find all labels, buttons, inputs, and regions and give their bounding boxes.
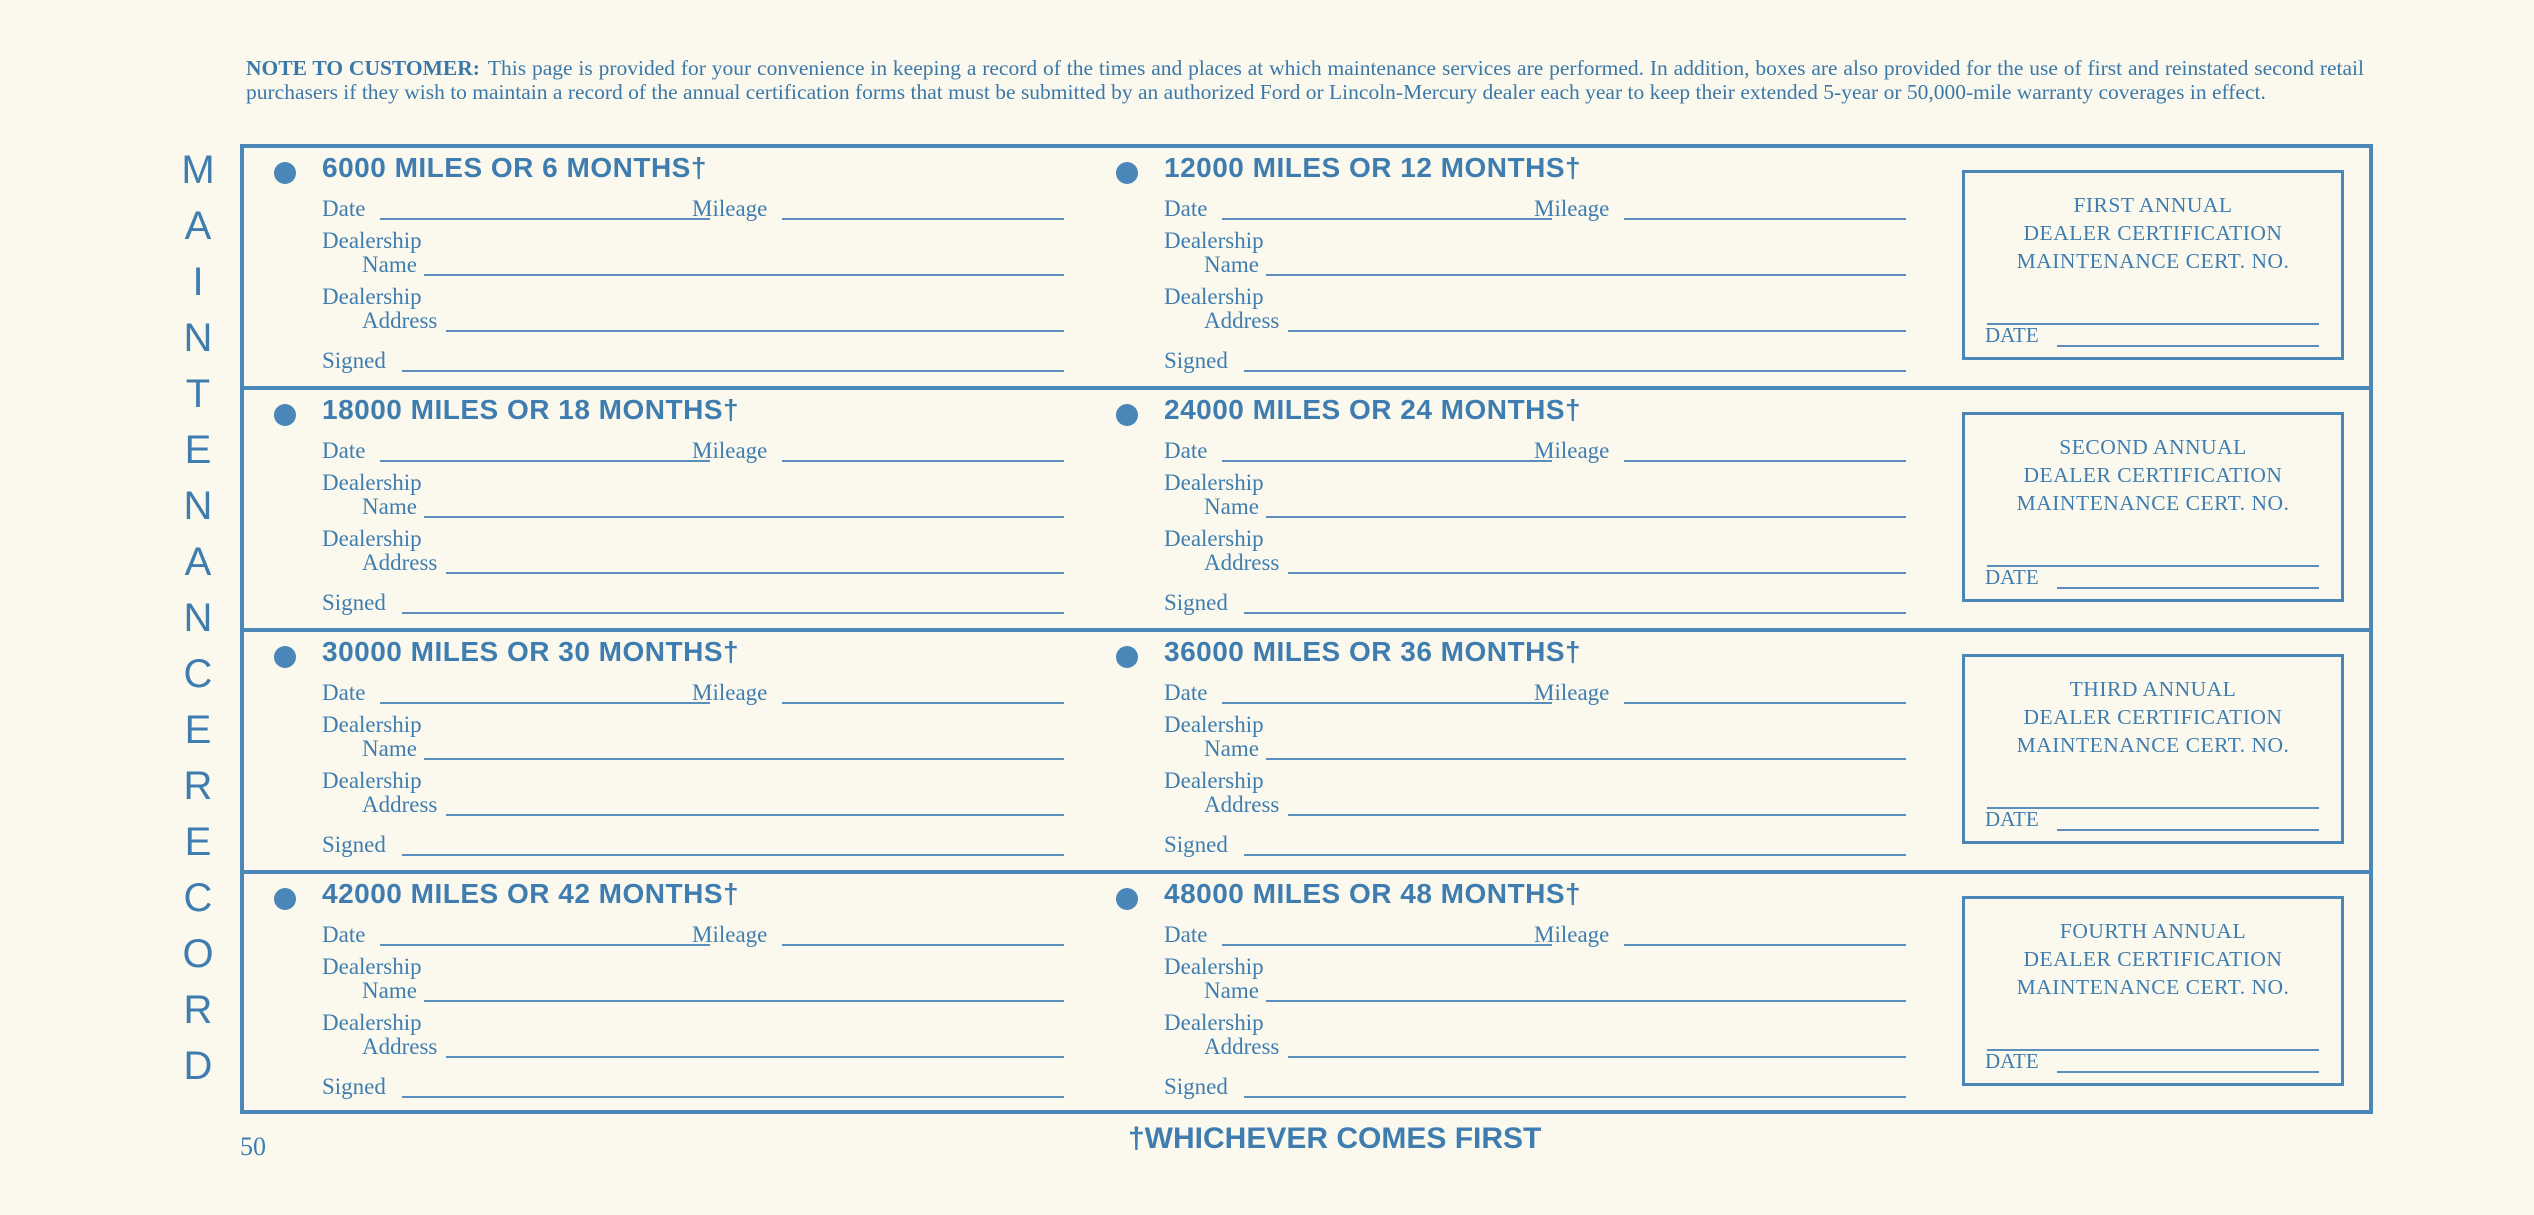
service-row bbox=[244, 632, 2369, 874]
dealership-address-field[interactable] bbox=[1288, 814, 1906, 816]
date-field[interactable] bbox=[1222, 460, 1552, 462]
mileage-field[interactable] bbox=[1624, 460, 1906, 462]
service-row bbox=[244, 874, 2369, 1116]
date-label: Date bbox=[1164, 922, 1208, 947]
service-entry-left bbox=[274, 148, 1064, 390]
cert-date-label: DATE bbox=[1985, 323, 2039, 347]
signed-label: Signed bbox=[1164, 1074, 1228, 1099]
service-row bbox=[244, 148, 2369, 390]
date-label: Date bbox=[1164, 680, 1208, 705]
dealership-address-field[interactable] bbox=[1288, 1056, 1906, 1058]
dealership-name-field[interactable] bbox=[424, 516, 1064, 518]
date-field[interactable] bbox=[380, 218, 710, 220]
title-letter: N bbox=[183, 316, 213, 360]
title-letter: R bbox=[183, 764, 213, 808]
signed-label: Signed bbox=[322, 832, 386, 857]
title-letter: A bbox=[184, 204, 212, 248]
mileage-label: Mileage bbox=[692, 196, 768, 221]
service-entry-left bbox=[274, 874, 1064, 1116]
date-field[interactable] bbox=[1222, 944, 1552, 946]
maintenance-record-vertical-title bbox=[168, 142, 228, 1094]
date-label: Date bbox=[322, 196, 366, 221]
title-letter: E bbox=[184, 428, 212, 472]
bullet-icon bbox=[274, 162, 296, 184]
service-interval-heading: 18000 MILES OR 18 MONTHS† bbox=[322, 394, 740, 425]
date-field[interactable] bbox=[380, 702, 710, 704]
service-row bbox=[244, 390, 2369, 632]
cert-maintenance-no-label: MAINTENANCE CERT. NO. bbox=[2016, 975, 2290, 999]
mileage-field[interactable] bbox=[1624, 944, 1906, 946]
cert-ordinal-label: FIRST ANNUAL bbox=[2073, 193, 2233, 217]
dealership-label: Dealership bbox=[1164, 954, 1264, 979]
cert-dealer-certification-label: DEALER CERTIFICATION bbox=[2023, 947, 2283, 971]
signed-label: Signed bbox=[1164, 348, 1228, 373]
whichever-comes-first-footnote: †WHICHEVER COMES FIRST bbox=[1128, 1122, 1542, 1155]
service-entry-right bbox=[1116, 874, 1906, 1116]
service-interval-heading: 12000 MILES OR 12 MONTHS† bbox=[1164, 152, 1582, 183]
bullet-icon bbox=[1116, 888, 1138, 910]
cert-ordinal-label: SECOND ANNUAL bbox=[2059, 435, 2247, 459]
dealership-label: Dealership bbox=[322, 712, 422, 737]
mileage-label: Mileage bbox=[1534, 922, 1610, 947]
dealership-name-field[interactable] bbox=[424, 274, 1064, 276]
service-interval-heading: 48000 MILES OR 48 MONTHS† bbox=[1164, 878, 1582, 909]
cert-date-field[interactable] bbox=[2057, 1071, 2319, 1073]
dealer-certification-box bbox=[1962, 896, 2344, 1086]
cert-date-field[interactable] bbox=[2057, 345, 2319, 347]
mileage-label: Mileage bbox=[1534, 680, 1610, 705]
title-letter: E bbox=[184, 820, 212, 864]
service-interval-heading: 6000 MILES OR 6 MONTHS† bbox=[322, 152, 707, 183]
bullet-icon bbox=[1116, 162, 1138, 184]
dealership-address-field[interactable] bbox=[446, 1056, 1064, 1058]
service-interval-heading: 42000 MILES OR 42 MONTHS† bbox=[322, 878, 740, 909]
cert-ordinal-label: THIRD ANNUAL bbox=[2069, 677, 2237, 701]
service-entry-left bbox=[274, 390, 1064, 632]
mileage-field[interactable] bbox=[1624, 702, 1906, 704]
address-label: Address bbox=[362, 308, 438, 333]
mileage-field[interactable] bbox=[782, 702, 1064, 704]
service-interval-heading: 30000 MILES OR 30 MONTHS† bbox=[322, 636, 740, 667]
mileage-field[interactable] bbox=[782, 218, 1064, 220]
mileage-field[interactable] bbox=[1624, 218, 1906, 220]
cert-date-label: DATE bbox=[1985, 807, 2039, 831]
bullet-icon bbox=[274, 646, 296, 668]
mileage-field[interactable] bbox=[782, 944, 1064, 946]
dealership-label: Dealership bbox=[322, 1010, 422, 1035]
title-letter: C bbox=[183, 652, 213, 696]
date-label: Date bbox=[1164, 196, 1208, 221]
date-field[interactable] bbox=[1222, 218, 1552, 220]
title-letter: A bbox=[184, 540, 212, 584]
name-label: Name bbox=[362, 736, 417, 761]
dealership-label: Dealership bbox=[322, 470, 422, 495]
bullet-icon bbox=[1116, 404, 1138, 426]
name-label: Name bbox=[362, 494, 417, 519]
cert-ordinal-label: FOURTH ANNUAL bbox=[2059, 919, 2247, 943]
maintenance-record-form bbox=[240, 144, 2373, 1114]
dealership-name-field[interactable] bbox=[424, 1000, 1064, 1002]
mileage-label: Mileage bbox=[1534, 438, 1610, 463]
name-label: Name bbox=[362, 978, 417, 1003]
mileage-field[interactable] bbox=[782, 460, 1064, 462]
dealership-label: Dealership bbox=[322, 526, 422, 551]
dealership-name-field[interactable] bbox=[1266, 516, 1906, 518]
signature-field[interactable] bbox=[402, 854, 1064, 856]
date-label: Date bbox=[322, 922, 366, 947]
dealership-name-field[interactable] bbox=[1266, 1000, 1906, 1002]
address-label: Address bbox=[1204, 1034, 1280, 1059]
address-label: Address bbox=[1204, 550, 1280, 575]
page-number: 50 bbox=[240, 1132, 266, 1161]
date-field[interactable] bbox=[380, 460, 710, 462]
bullet-icon bbox=[1116, 646, 1138, 668]
date-label: Date bbox=[1164, 438, 1208, 463]
service-interval-heading: 36000 MILES OR 36 MONTHS† bbox=[1164, 636, 1582, 667]
dealer-certification-box bbox=[1962, 654, 2344, 844]
dealership-address-field[interactable] bbox=[446, 572, 1064, 574]
name-label: Name bbox=[362, 252, 417, 277]
cert-maintenance-no-label: MAINTENANCE CERT. NO. bbox=[2016, 491, 2290, 515]
cert-dealer-certification-label: DEALER CERTIFICATION bbox=[2023, 463, 2283, 487]
dealership-address-field[interactable] bbox=[446, 814, 1064, 816]
mileage-label: Mileage bbox=[692, 438, 768, 463]
signature-field[interactable] bbox=[1244, 612, 1906, 614]
dealer-certification-box bbox=[1962, 170, 2344, 360]
dealership-label: Dealership bbox=[1164, 526, 1264, 551]
name-label: Name bbox=[1204, 252, 1259, 277]
title-letter: N bbox=[183, 484, 213, 528]
signature-field[interactable] bbox=[402, 370, 1064, 372]
signature-field[interactable] bbox=[1244, 370, 1906, 372]
signed-label: Signed bbox=[1164, 590, 1228, 615]
title-letter: O bbox=[182, 932, 214, 976]
signed-label: Signed bbox=[1164, 832, 1228, 857]
dealership-label: Dealership bbox=[1164, 768, 1264, 793]
address-label: Address bbox=[1204, 792, 1280, 817]
dealership-address-field[interactable] bbox=[1288, 330, 1906, 332]
name-label: Name bbox=[1204, 736, 1259, 761]
cert-date-label: DATE bbox=[1985, 565, 2039, 589]
title-letter: M bbox=[181, 148, 215, 192]
note-lead: NOTE TO CUSTOMER: bbox=[246, 56, 480, 80]
dealer-certification-box bbox=[1962, 412, 2344, 602]
date-field[interactable] bbox=[1222, 702, 1552, 704]
service-entry-right bbox=[1116, 148, 1906, 390]
service-interval-heading: 24000 MILES OR 24 MONTHS† bbox=[1164, 394, 1582, 425]
service-entry-right bbox=[1116, 632, 1906, 874]
mileage-label: Mileage bbox=[1534, 196, 1610, 221]
dealership-label: Dealership bbox=[1164, 284, 1264, 309]
dealership-label: Dealership bbox=[1164, 470, 1264, 495]
cert-maintenance-no-label: MAINTENANCE CERT. NO. bbox=[2016, 249, 2290, 273]
dealership-label: Dealership bbox=[1164, 712, 1264, 737]
name-label: Name bbox=[1204, 978, 1259, 1003]
dealership-label: Dealership bbox=[322, 768, 422, 793]
title-letter: N bbox=[183, 596, 213, 640]
date-label: Date bbox=[322, 438, 366, 463]
title-letter: D bbox=[183, 1044, 213, 1088]
signature-field[interactable] bbox=[402, 612, 1064, 614]
dealership-label: Dealership bbox=[322, 284, 422, 309]
dealership-name-field[interactable] bbox=[1266, 274, 1906, 276]
dealership-label: Dealership bbox=[322, 228, 422, 253]
signature-field[interactable] bbox=[402, 1096, 1064, 1098]
dealership-address-field[interactable] bbox=[446, 330, 1064, 332]
address-label: Address bbox=[1204, 308, 1280, 333]
cert-maintenance-no-label: MAINTENANCE CERT. NO. bbox=[2016, 733, 2290, 757]
title-letter: T bbox=[185, 372, 211, 416]
cert-dealer-certification-label: DEALER CERTIFICATION bbox=[2023, 221, 2283, 245]
mileage-label: Mileage bbox=[692, 922, 768, 947]
title-letter: E bbox=[184, 708, 212, 752]
date-field[interactable] bbox=[380, 944, 710, 946]
cert-dealer-certification-label: DEALER CERTIFICATION bbox=[2023, 705, 2283, 729]
dealership-name-field[interactable] bbox=[424, 758, 1064, 760]
title-letter: C bbox=[183, 876, 213, 920]
cert-date-field[interactable] bbox=[2057, 829, 2319, 831]
dealership-label: Dealership bbox=[322, 954, 422, 979]
bullet-icon bbox=[274, 888, 296, 910]
title-letter: I bbox=[192, 260, 204, 304]
dealership-label: Dealership bbox=[1164, 228, 1264, 253]
address-label: Address bbox=[362, 792, 438, 817]
bullet-icon bbox=[274, 404, 296, 426]
dealership-label: Dealership bbox=[1164, 1010, 1264, 1035]
address-label: Address bbox=[362, 550, 438, 575]
cert-date-field[interactable] bbox=[2057, 587, 2319, 589]
service-entry-left bbox=[274, 632, 1064, 874]
signature-field[interactable] bbox=[1244, 854, 1906, 856]
note-text: This page is provided for your convenience in keeping a record of the times and places at which maintenance services are performed. In addition, boxes are also provided for the use of first and reinstated second retail purchasers if they wish to maintain a record of the annual certification forms that must be submitted by an authorized Ford or Lincoln-Mercury dealer each year to keep their extended 5-year or 50,000-mile warranty coverages in effect. bbox=[246, 56, 2364, 104]
address-label: Address bbox=[362, 1034, 438, 1059]
signed-label: Signed bbox=[322, 1074, 386, 1099]
date-label: Date bbox=[322, 680, 366, 705]
service-entry-right bbox=[1116, 390, 1906, 632]
name-label: Name bbox=[1204, 494, 1259, 519]
cert-date-label: DATE bbox=[1985, 1049, 2039, 1073]
title-letter: R bbox=[183, 988, 213, 1032]
dealership-name-field[interactable] bbox=[1266, 758, 1906, 760]
dealership-address-field[interactable] bbox=[1288, 572, 1906, 574]
mileage-label: Mileage bbox=[692, 680, 768, 705]
signed-label: Signed bbox=[322, 590, 386, 615]
signature-field[interactable] bbox=[1244, 1096, 1906, 1098]
note-to-customer bbox=[246, 56, 2364, 104]
signed-label: Signed bbox=[322, 348, 386, 373]
